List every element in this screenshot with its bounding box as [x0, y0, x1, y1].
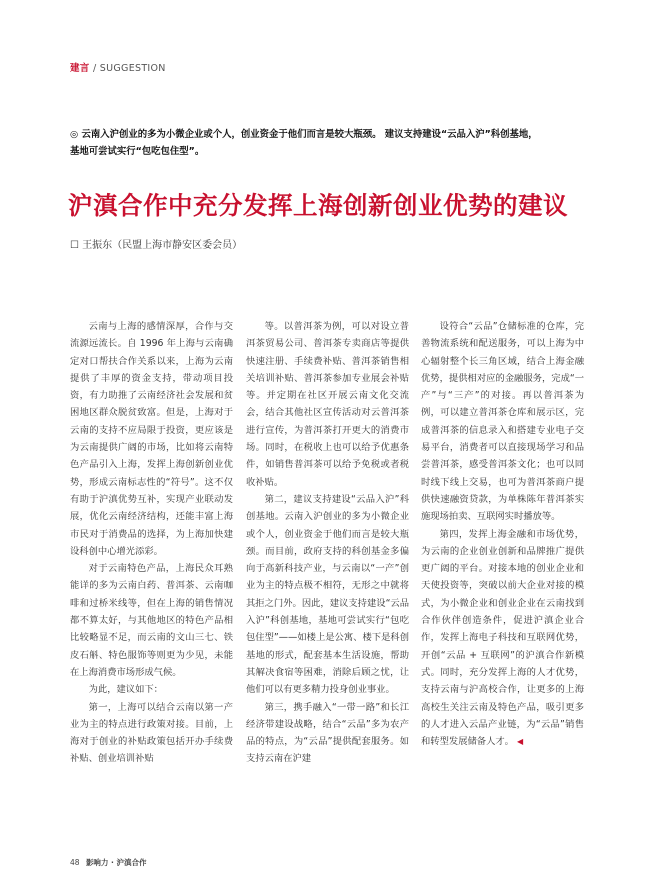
magazine-name: 影响力 · 沪滇合作 [85, 858, 147, 867]
paragraph-text: 第四，发挥上海金融和市场优势，为云南的企业创业创新和品牌推广提供更广阔的平台。对接本地的创业企业和天使投资等，突破以前大企业对接的模式，为小微企业和创业企业在云南找到合作伙伴创造条件，促进沪滇企业合作，发挥上海电子科技和互联网优势，开创“云品 + 互联网”的沪滇合作新模式。同时，充分发挥上海的人才优势，支持云南与沪高校合作，让更多的上海高校生关注云南及特色产品，吸引更多的人才进入云品产业链，为“云品”销售和转型发展储备人才。 [421, 528, 584, 748]
paragraph: 对于云南特色产品，上海民众耳熟能详的多为云南白药、普洱茶、云南咖啡和过桥米线等，但在上海的销售情况都不算太好，与其他地区的特色产品相比较略显不足，而云南的文山三七、铁皮石斛、特色服饰等则更为少见，未能在上海消费市场形成气候。 [70, 563, 233, 678]
paragraph: 设符合“云品”仓储标准的仓库，完善物流系统和配送服务，可以上海为中心辐射整个长三角区域，结合上海金融优势，提供相对应的金融服务，完成“一产”与“三产”的对接。再以普洱茶为例，可以建立普洱茶仓库和展示区，完成普洱茶的信息录入和搭建专业电子交易平台，消费者可以直接现场学习和品尝普洱茶，感受普洱茶文化；也可以同时线下线上交易，也可为普洱茶商户提供快速融资贷款，为单株陈年普洱茶实施现场拍卖、互联网实时播放等。 [421, 321, 584, 523]
paragraph: 第二，建议支持建设“云品入沪”科创基地。云南入沪创业的多为小微企业或个人，创业资金于他们而言是较大瓶颈。而目前，政府支持的科创基金多偏向于高新科技产业，与云南以“一产”创业为主的特点极不相符，无形之中就将其拒之门外。因此，建议支持建设“云品入沪”科创基地，基地可尝试实行“包吃包住型”——如楼上是公寓、楼下是科创基地的形式，配套基本生活设施，帮助其解决食宿等困难，消除后顾之忧，让他们可以有更多精力投身创业事业。 [246, 493, 409, 696]
article-title: 沪滇合作中充分发挥上海创新创业优势的建议 [68, 191, 568, 220]
page-footer [70, 857, 147, 868]
paragraph: 为此，建议如下： [88, 684, 163, 696]
text-column-2 [246, 318, 409, 768]
paragraph: 第三，携手融入“一带一路”和长江经济带建设战略，结合“云品”多为农产品的特点，为“云品”提供配套服务。如支持云南在沪建 [246, 701, 409, 765]
author-byline: ☐ 王振东（民盟上海市静安区委会员） [70, 240, 243, 251]
paragraph: 云南与上海的感情深厚，合作与交流源远流长。自 1996 年上海与云南确定对口帮扶合作关系以来，上海为云南提供了丰厚的资金支持，带动项目投资，有力助推了云南经济社会发展和贫困地区群众脱贫致富。但是，上海对于云南的支持不应局限于投资，更应该是为云南提供广阔的市场，比如将云南特色产品引入上海，发挥上海创新创业优势，形成云南标志性的“符号”。这不仅有助于沪滇优势互补，实现产业联动发展，优化云南经济结构，还能丰富上海市民对于消费品的选择，为上海加快建设科创中心增光添彩。 [70, 321, 233, 557]
paragraph-last [421, 526, 584, 751]
abstract-summary: ◎ 云南入沪创业的多为小微企业或个人，创业资金于他们而言是较大瓶颈。 建议支持建设“云品入沪”科创基地，基地可尝试实行“包吃包住型”。 [70, 129, 538, 157]
end-mark-icon: ◀ [516, 737, 524, 747]
text-column-3 [421, 318, 584, 750]
text-column-1 [70, 318, 233, 768]
paragraph: 第一，上海可以结合云南以第一产业为主的特点进行政策对接。目前，上海对于创业的补贴政策包括开办手续费补贴、创业培训补贴 [70, 701, 233, 765]
section-label [70, 60, 166, 74]
section-label-en: SUGGESTION [99, 63, 166, 74]
page-number: 48 [70, 858, 80, 867]
section-label-zh: 建言 [70, 63, 90, 74]
paragraph: 等。以普洱茶为例，可以对设立普洱茶贸易公司、普洱茶专卖商店等提供快速注册、手续费补贴、普洱茶销售相关培训补贴、普洱茶参加专业展会补贴等。并定期在社区开展云南文化交流会，结合其他社区宣传活动对云普洱茶进行宣传，为普洱茶打开更大的消费市场。同时，在税收上也可以给予优惠条件，如销售普洱茶可以给予免税或者税收补贴。 [246, 321, 409, 488]
section-label-separator: / [92, 63, 97, 74]
